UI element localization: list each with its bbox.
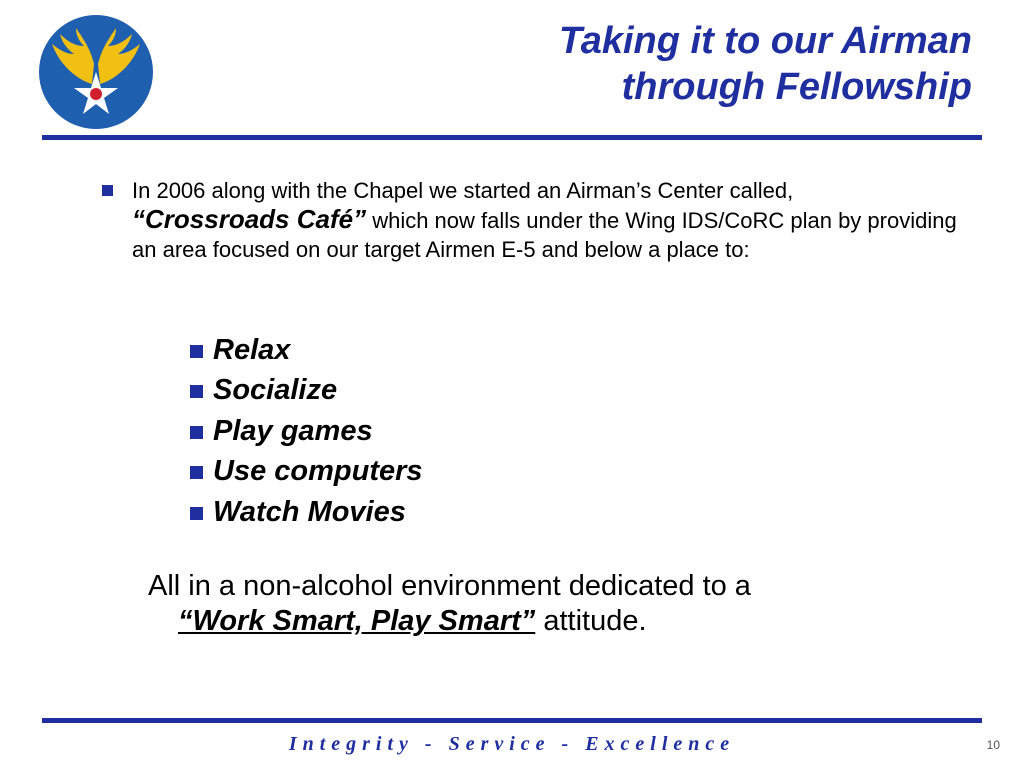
footer-motto: Integrity - Service - Excellence bbox=[288, 733, 736, 755]
main-bullet-text bbox=[132, 176, 982, 264]
page-number: 10 bbox=[986, 738, 1000, 752]
list-item-label: Watch Movies bbox=[213, 495, 406, 528]
main-text-before: In 2006 along with the Chapel we started an Airman’s Center called, bbox=[132, 178, 794, 203]
work-smart-emphasis: “Work Smart, Play Smart” bbox=[178, 605, 536, 637]
list-item bbox=[190, 330, 423, 371]
army-air-corps-logo-icon bbox=[38, 14, 154, 130]
list-item bbox=[190, 452, 423, 493]
main-text-after: which now falls under the Wing IDS/CoRC plan by providing an area focused on our target Airmen E-5 and below a place to: bbox=[132, 208, 957, 262]
bullet-square-icon bbox=[190, 426, 203, 439]
top-divider bbox=[42, 135, 982, 140]
list-item bbox=[190, 492, 423, 533]
closing-line-2-rest: attitude. bbox=[535, 605, 647, 637]
list-item-label: Use computers bbox=[213, 455, 423, 488]
bullet-square-icon bbox=[190, 385, 203, 398]
list-item bbox=[190, 371, 423, 412]
bullet-square-icon bbox=[190, 345, 203, 358]
list-item-label: Relax bbox=[213, 333, 291, 366]
bottom-divider bbox=[42, 718, 982, 723]
main-bullet bbox=[102, 176, 982, 264]
bullet-square-icon bbox=[190, 507, 203, 520]
closing-statement bbox=[148, 569, 988, 639]
bullet-square-icon bbox=[190, 466, 203, 479]
list-item-label: Play games bbox=[213, 414, 373, 447]
closing-line-1: All in a non-alcohol environment dedicated to a bbox=[148, 570, 751, 602]
bullet-square-icon bbox=[102, 185, 113, 196]
closing-line-2 bbox=[148, 604, 988, 639]
title-line-2: through Fellowship bbox=[621, 66, 972, 108]
slide-title bbox=[272, 18, 972, 110]
crossroads-cafe-emphasis: “Crossroads Café” bbox=[132, 204, 367, 234]
list-item-label: Socialize bbox=[213, 374, 338, 407]
list-item bbox=[190, 411, 423, 452]
activity-list bbox=[190, 330, 423, 533]
title-line-1: Taking it to our Airman bbox=[558, 20, 972, 62]
